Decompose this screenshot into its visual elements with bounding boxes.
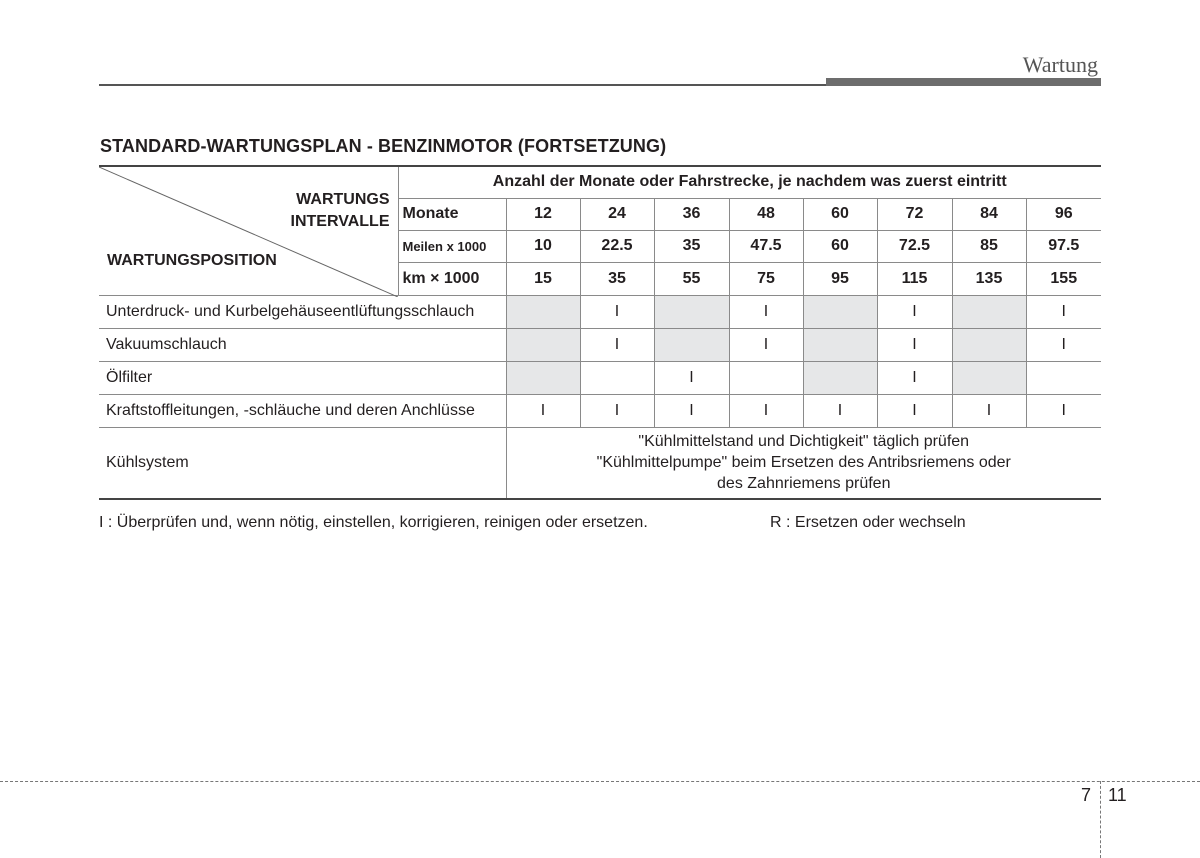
item-cell: I — [580, 394, 654, 427]
km-label: km × 1000 — [398, 262, 506, 295]
miles-value: 60 — [803, 230, 877, 262]
cooling-note — [506, 427, 1101, 499]
months-value: 36 — [654, 198, 729, 230]
item-cell — [506, 328, 580, 361]
item-cell: I — [729, 328, 803, 361]
item-cell — [1026, 361, 1101, 394]
months-value: 72 — [877, 198, 952, 230]
item-cell: I — [506, 394, 580, 427]
page-number: 11 — [1108, 785, 1127, 805]
position-label: WARTUNGSPOSITION — [107, 252, 277, 269]
item-cell: I — [729, 295, 803, 328]
km-value: 155 — [1026, 262, 1101, 295]
item-cell: I — [1026, 394, 1101, 427]
table-row — [99, 427, 1101, 499]
item-cell: I — [877, 394, 952, 427]
item-label: Ölfilter — [99, 361, 506, 394]
item-label: Unterdruck- und Kurbelgehäuseentlüftungsschlauch — [99, 295, 506, 328]
item-cell: I — [803, 394, 877, 427]
item-cell: I — [729, 394, 803, 427]
item-cell — [729, 361, 803, 394]
table-row — [99, 361, 1101, 394]
legend-inspect: I : Überprüfen und, wenn nötig, einstellen, korrigieren, reinigen oder ersetzen. — [99, 514, 648, 531]
km-value: 15 — [506, 262, 580, 295]
item-cell: I — [877, 295, 952, 328]
miles-value: 22.5 — [580, 230, 654, 262]
km-value: 115 — [877, 262, 952, 295]
table-title: STANDARD-WARTUNGSPLAN - BENZINMOTOR (FORTSETZUNG) — [100, 136, 667, 156]
miles-label: Meilen x 1000 — [398, 230, 506, 262]
item-cell: I — [952, 394, 1026, 427]
item-cell: I — [580, 295, 654, 328]
page-divider — [1100, 781, 1101, 858]
km-value: 95 — [803, 262, 877, 295]
item-cell — [803, 295, 877, 328]
miles-value: 10 — [506, 230, 580, 262]
maintenance-table — [99, 165, 1101, 500]
item-label: Kühlsystem — [99, 427, 506, 499]
km-value: 55 — [654, 262, 729, 295]
item-cell — [952, 295, 1026, 328]
footer-divider — [0, 781, 1200, 782]
note-line: "Kühlmittelstand und Dichtigkeit" täglich prüfen — [638, 433, 970, 451]
interval-label: WARTUNGS INTERVALLE — [290, 191, 390, 230]
item-cell: I — [1026, 295, 1101, 328]
table-row — [99, 394, 1101, 427]
table-row — [99, 328, 1101, 361]
table-corner-cell — [99, 166, 398, 295]
months-value: 96 — [1026, 198, 1101, 230]
note-line: "Kühlmittelpumpe" beim Ersetzen des Antribsriemens oder — [596, 454, 1011, 472]
item-cell — [803, 361, 877, 394]
months-value: 84 — [952, 198, 1026, 230]
item-cell: I — [654, 394, 729, 427]
item-cell — [654, 295, 729, 328]
item-cell — [506, 295, 580, 328]
months-value: 24 — [580, 198, 654, 230]
section-title: Wartung — [1022, 52, 1098, 77]
item-cell — [803, 328, 877, 361]
km-value: 35 — [580, 262, 654, 295]
span-header: Anzahl der Monate oder Fahrstrecke, je nachdem was zuerst eintritt — [398, 166, 1101, 198]
km-value: 135 — [952, 262, 1026, 295]
item-cell — [506, 361, 580, 394]
item-cell: I — [877, 361, 952, 394]
miles-value: 85 — [952, 230, 1026, 262]
item-cell: I — [1026, 328, 1101, 361]
miles-value: 72.5 — [877, 230, 952, 262]
header-rule-accent — [826, 78, 1101, 86]
km-value: 75 — [729, 262, 803, 295]
item-cell — [952, 361, 1026, 394]
months-value: 48 — [729, 198, 803, 230]
legend-replace: R : Ersetzen oder wechseln — [770, 514, 966, 531]
item-cell — [654, 328, 729, 361]
table-row — [99, 295, 1101, 328]
miles-value: 35 — [654, 230, 729, 262]
note-line: des Zahnriemens prüfen — [717, 475, 891, 493]
item-cell — [952, 328, 1026, 361]
months-value: 12 — [506, 198, 580, 230]
item-label: Vakuumschlauch — [99, 328, 506, 361]
months-value: 60 — [803, 198, 877, 230]
miles-value: 97.5 — [1026, 230, 1101, 262]
item-label: Kraftstoffleitungen, -schläuche und deren Anchlüsse — [99, 394, 506, 427]
item-cell — [580, 361, 654, 394]
item-cell: I — [654, 361, 729, 394]
months-label: Monate — [398, 198, 506, 230]
item-cell: I — [877, 328, 952, 361]
chapter-number: 7 — [1081, 785, 1092, 805]
miles-value: 47.5 — [729, 230, 803, 262]
item-cell: I — [580, 328, 654, 361]
